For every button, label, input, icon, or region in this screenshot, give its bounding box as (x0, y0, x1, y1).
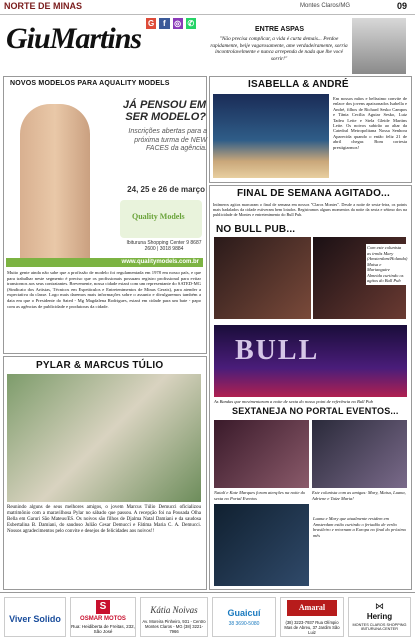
isabella-photo (213, 94, 329, 178)
ad-card-katia[interactable] (140, 597, 208, 637)
ad-amaral-name: Amaral (287, 600, 337, 616)
facebook-icon[interactable]: f (159, 18, 169, 29)
brand-name: Quality Models (132, 212, 185, 221)
logo-first: Giu (6, 22, 50, 55)
ad-hering-name: Hering (366, 612, 393, 621)
ad-card-osmar[interactable] (70, 597, 136, 637)
ad-hering-line: MONTES CLAROS SHOPPING IBITURUNA CENTER (352, 623, 407, 631)
ad-amaral-line: (38) 3223-7937 Rua Olímpio Mas de Abreu, 37 Jardim São Luiz (284, 620, 340, 635)
sextaneja-photo-1 (214, 420, 309, 488)
columnist-photo (352, 18, 406, 74)
models-title: NOVOS MODELOS PARA AQUALITY MODELS (10, 80, 170, 87)
weekend-title: FINAL DE SEMANA AGITADO... (237, 188, 390, 199)
sextaneja-photo-3 (214, 504, 309, 586)
isabella-title: ISABELLA & ANDRÉ (248, 79, 349, 90)
ad-guaicui-line: 38 3690-5080 (228, 621, 260, 627)
bull-photo-1 (214, 237, 311, 319)
ad-osmar-line: Rua: Heidiberta de Freitas, 232, São José (71, 624, 135, 634)
ad-dates: 24, 25 e 26 de março (127, 185, 205, 194)
bull-title: NO BULL PUB... (216, 224, 296, 235)
hering-fish-icon: ⋈ (375, 601, 384, 611)
sextaneja-caption-2: Este colunista com as amigas: Mary, Maisa, Luana, Adriene e Taíze Maria! (312, 490, 406, 501)
models-body: Muito gente ainda não sabe que a profissão de modelo foi regulamentada em 1978 em nosso país, e que para trabalhar neste segmento é preciso que os profissionais possuam registro profissional para evitar transtornos aos seus contratantes. Brevemente, nossa cidade estará com um representante do SATED-MG (Sindicato dos Artistas, Técnicos em Espetáculos e Entretenimentos de Minas Gerais), para atender a expectativa da classe. Logo mais daremos mais informações sobre o assunto e divulgaremos também a data em que o Presidente do Sated - Mg Magdalena Rodrigues, estará em cidade para um bate - papo com as agências de publicidade e produtoras da cidade. (7, 270, 201, 309)
ad-katia-line: Av. Moreira Pinheiro, 931 - Centro Montes Claros - MG (38) 3221-7966 (142, 619, 206, 634)
weekend-text: Intímeros agitos marcaram o final de semana em nossos "Claros Montes". Desde a noite de sexta-feira, os points mais badalados da cidade estiveram bem lotados. Registramos alguns momentos da noite da sexta e sétimo dos na publicidade de Montes e entretenimento do Bull Pub. (213, 202, 407, 217)
ad-headline: JÁ PENSOU EM SER MODELO? (122, 99, 206, 123)
ad-card-guaicui[interactable] (212, 597, 276, 637)
ad-osmar-name: OSMAR MOTOS (80, 616, 126, 622)
sextaneja-caption-1: Natalí e Kate Marques foram atenções na noite do sexta no Portal Eventos (214, 490, 306, 501)
google-plus-icon[interactable]: G (146, 18, 156, 29)
ad-card-viver[interactable] (4, 597, 66, 637)
ad-subheadline: Inscrições abertas para a próxima turma de NEW FACES da agência. (128, 128, 207, 152)
instagram-icon[interactable]: ◎ (174, 19, 182, 28)
logo-second: Martins (49, 22, 142, 55)
column-logo (6, 22, 141, 56)
ad-katia-name: Kátia Noivas (150, 605, 198, 615)
social-icons (146, 18, 196, 30)
bull-caption-1: Com este colunista as irmãs Mary (Amsterdam/Holanda) Maisa e Marianguire Almeida curtindo os agitos do Bull Pub (367, 245, 408, 283)
sextaneja-caption-3: Luana e Mary que atualmente residem em Amsterdam estão curtindo o feriadão de verão brasileiro e retornam a Europa no final do próximo mês (313, 516, 406, 538)
pylar-title: PYLAR & MARCUS TÚLIO (36, 360, 164, 371)
whatsapp-icon[interactable]: ✆ (187, 19, 195, 28)
bull-sign: BULL (235, 335, 320, 366)
ad-card-amaral[interactable] (280, 597, 344, 637)
ad-viver-name: Viver Solido (9, 614, 61, 624)
ad-card-hering[interactable] (348, 597, 411, 637)
brand-address: Ibituruna Shopping Center 9 8687 2600 | 3018 9884 (126, 240, 202, 252)
pylar-text: Reunindo alguns de seus melhores amigos, o jovem Marcus Túlio Demucci oficializou matrimônio com a maravilhosa Pylar no sábado que passou. A recepção foi na Pousada Olha Bella em Garuri São Mateus/ES. Os noivos são filhos de Djalma Natal Damiani e da saudosa Esbertalina B. Damiani, do saudoso Julião Cesar Demucci e Fátima Maria C. A. Demucci. Nossos agradecimentos pelo convite e desejos de felicidades aos noivos!! (7, 505, 201, 534)
pylar-photo (7, 374, 201, 502)
model-photo (20, 104, 90, 264)
isabella-text: Em nossos mãos e belíssimo convite de enlace dos jovens apaixonados Isabella e André, filhos de Richard Sesko Campos e Tânia Cecília Aguiar Sesko, Luiz Tadeu Leite e Stela Gleide Martins Leite. Os noivos subirão ao altar da Catedral Metropolitana Nossa Senhora Aparecida quando o então feliz 21 de abril chegar. Bom cortesia prestigiarmos! (333, 96, 407, 150)
bull-caption-2: As Bandas que movimentaram a noite de sexta do nosso point de referência no Bull Pub (214, 399, 373, 404)
ad-guaicui-name: Guaicuí (227, 608, 261, 618)
sextaneja-photo-2 (312, 420, 407, 488)
aspas-title: ENTRE ASPAS (255, 26, 305, 33)
brand-url[interactable]: www.qualitymodels.com.br (6, 258, 203, 267)
newspaper-name: NORTE DE MINAS (4, 1, 83, 11)
header-date: Montes Claros/MG (300, 3, 351, 9)
sextaneja-title: SEXTANEJA NO PORTAL EVENTOS... (232, 406, 399, 416)
page-number: 09 (397, 1, 408, 11)
suzuki-logo-icon: S (96, 600, 110, 614)
aspas-quote: "Não precisa complicar, a vida é curta demais... Perdoe rapidamente, beije vagarosamente, ame verdadeiramente, sorria incontrolavelmente e nunca arrependa de nada que lhe vocé sorrir!" (210, 36, 348, 62)
